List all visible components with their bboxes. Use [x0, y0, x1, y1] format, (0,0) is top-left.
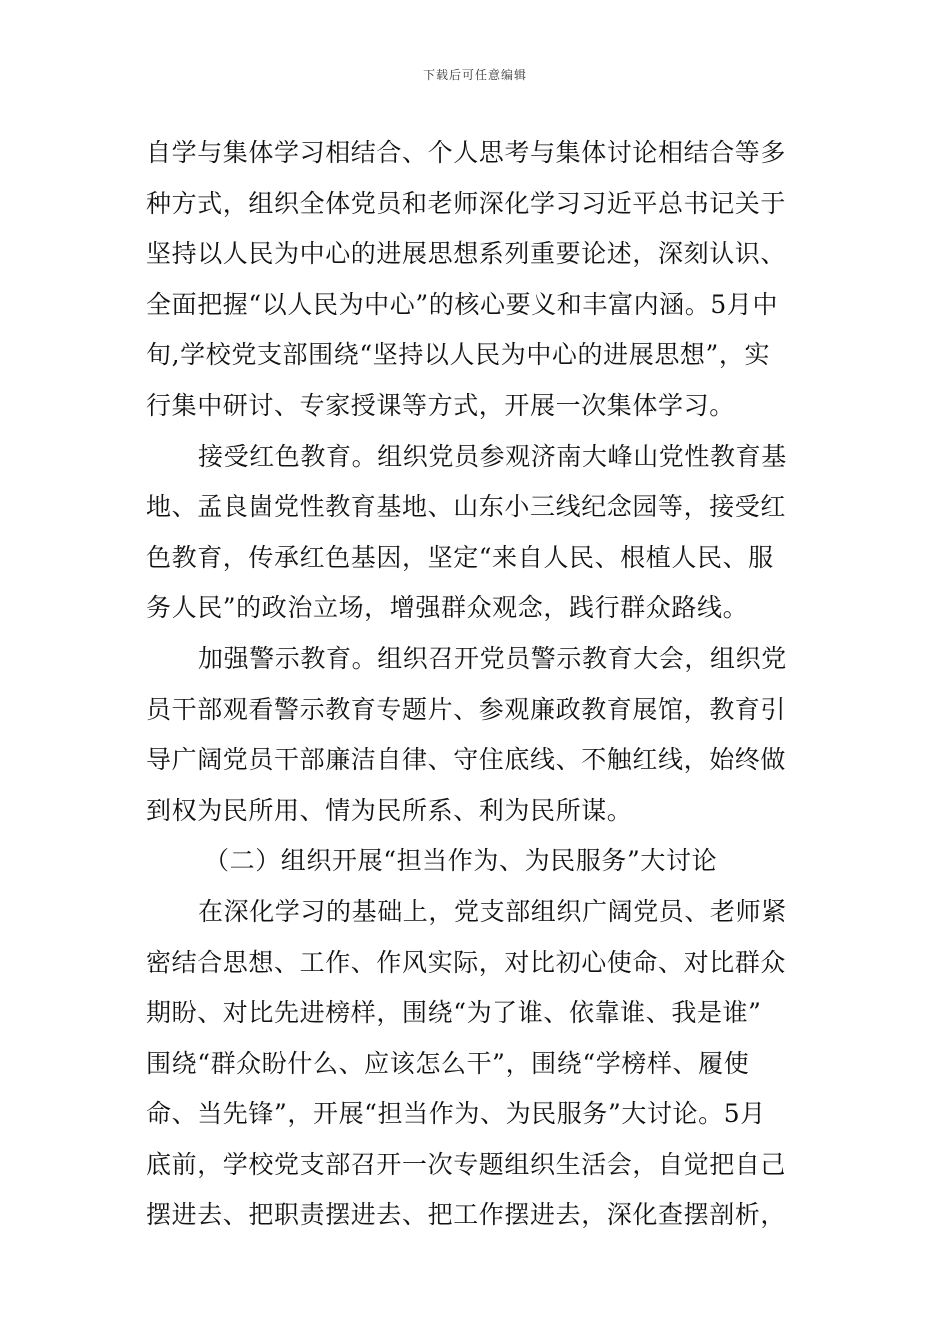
text-line: 导广阔党员干部廉洁自律、守住底线、不触红线，始终做	[146, 745, 787, 775]
text-line: 地、孟良崮党性教育基地、山东小三线纪念园等，接受红	[146, 492, 787, 522]
text-line: 密结合思想、工作、作风实际，对比初心使命、对比群众	[146, 947, 787, 977]
paragraph-red-education	[146, 432, 806, 634]
text-line: 旬,学校党支部围绕“坚持以人民为中心的进展思想”，实	[146, 340, 771, 370]
text-line: 加强警示教育。组织召开党员警示教育大会，组织党	[198, 643, 787, 673]
document-body	[146, 128, 806, 1241]
text-line: 员干部观看警示教育专题片、参观廉政教育展馆，教育引	[146, 694, 787, 724]
section-subheading	[146, 836, 806, 887]
text-line: 期盼、对比先进榜样，围绕“为了谁、依靠谁、我是谁”	[146, 998, 762, 1028]
paragraph-warning-education	[146, 634, 806, 836]
subheading-line: （二）组织开展“担当作为、为民服务”大讨论	[204, 846, 718, 876]
text-line: 全面把握“以人民为中心”的核心要义和丰富内涵。5月中	[146, 289, 779, 319]
text-line: 色教育，传承红色基因，坚定“来自人民、根植人民、服	[146, 542, 774, 572]
text-line: 坚持以人民为中心的进展思想系列重要论述，深刻认识、	[146, 239, 787, 269]
paragraph-discussion	[146, 887, 806, 1241]
text-line: 到权为民所用、情为民所系、利为民所谋。	[146, 795, 633, 825]
text-line: 务人民”的政治立场，增强群众观念，践行群众路线。	[146, 593, 749, 623]
text-line: 行集中研讨、专家授课等方式，开展一次集体学习。	[146, 390, 735, 420]
text-line: 摆进去、把职责摆进去、把工作摆进去，深化查摆剖析，	[146, 1200, 787, 1230]
text-line: 种方式，组织全体党员和老师深化学习习近平总书记关于	[146, 188, 787, 218]
text-line: 底前，学校党支部召开一次专题组织生活会，自觉把自己	[146, 1149, 787, 1179]
text-line: 接受红色教育。组织党员参观济南大峰山党性教育基	[198, 441, 787, 471]
text-line: 围绕“群众盼什么、应该怎么干”，围绕“学榜样、履使	[146, 1048, 750, 1078]
text-line: 自学与集体学习相结合、个人思考与集体讨论相结合等多	[146, 138, 787, 167]
page-header: 下载后可任意编辑	[422, 68, 527, 82]
paragraph-continuation	[146, 128, 806, 432]
text-line: 命、当先锋”，开展“担当作为、为民服务”大讨论。5月	[146, 1099, 766, 1129]
text-line: 在深化学习的基础上，党支部组织广阔党员、老师紧	[198, 896, 787, 926]
